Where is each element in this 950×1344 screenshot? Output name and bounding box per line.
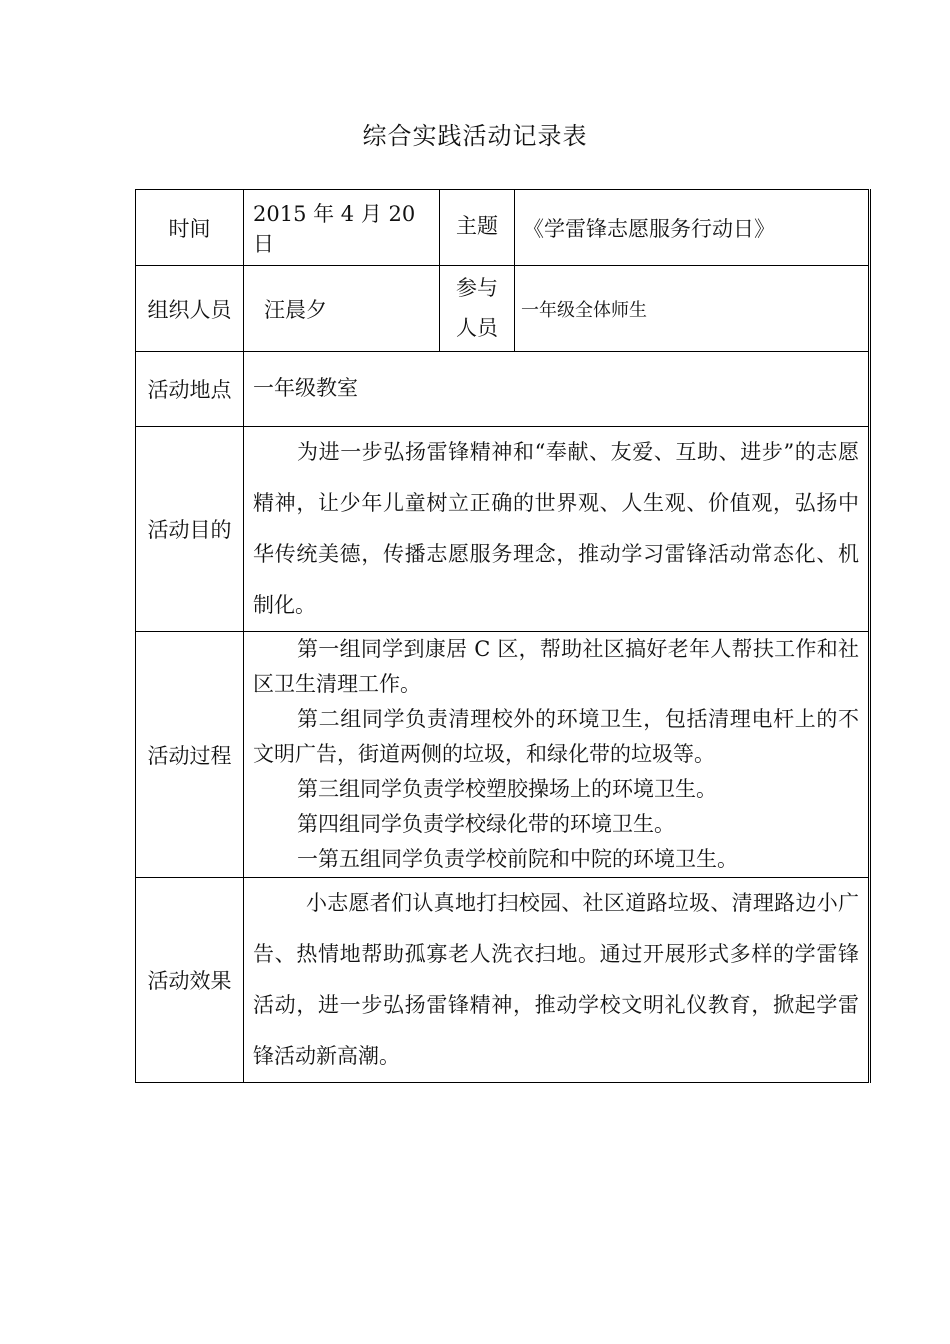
row-organizer-participants <box>136 266 870 352</box>
activity-record-table <box>135 189 871 1083</box>
row-time-theme <box>136 190 870 266</box>
effect-cell <box>244 878 870 1083</box>
process-paragraph: 第三组同学负责学校塑胶操场上的环境卫生。 <box>297 777 717 801</box>
process-cell <box>244 632 870 878</box>
process-paragraph: 第四组同学负责学校绿化带的环境卫生。 <box>297 812 675 836</box>
effect-text: 小志愿者们认真地打扫校园、社区道路垃圾、清理路边小广告、热情地帮助孤寡老人洗衣扫地。通过开展形式多样的学雷锋活动，进一步弘扬雷锋精神，推动学校文明礼仪教育，掀起学雷锋活动新高潮。 <box>253 891 859 1068</box>
time-label: 时间 <box>136 190 244 266</box>
row-process <box>136 632 870 878</box>
effect-label: 活动效果 <box>136 878 244 1083</box>
purpose-text: 为进一步弘扬雷锋精神和“奉献、友爱、互助、进步”的志愿精神，让少年儿童树立正确的世界观、人生观、价值观，弘扬中华传统美德，传播志愿服务理念，推动学习雷锋活动常态化、机制化。 <box>253 440 859 617</box>
purpose-label: 活动目的 <box>136 427 244 632</box>
location-label: 活动地点 <box>136 352 244 427</box>
process-label: 活动过程 <box>136 632 244 878</box>
process-paragraph: 第二组同学负责清理校外的环境卫生，包括清理电杆上的不文明广告，街道两侧的垃圾，和绿化带的垃圾等。 <box>253 707 859 766</box>
participants-label <box>440 266 515 352</box>
row-purpose <box>136 427 870 632</box>
process-paragraph: 一第五组同学负责学校前院和中院的环境卫生。 <box>297 847 738 871</box>
process-paragraph: 第一组同学到康居 C 区，帮助社区搞好老年人帮扶工作和社区卫生清理工作。 <box>253 637 859 696</box>
location-value: 一年级教室 <box>244 352 870 427</box>
participants-value: 一年级全体师生 <box>515 266 870 352</box>
participants-label-line1: 参与 <box>456 276 498 300</box>
theme-label: 主题 <box>440 190 515 266</box>
theme-value: 《学雷锋志愿服务行动日》 <box>515 190 870 266</box>
row-effect <box>136 878 870 1083</box>
organizer-value: 汪晨夕 <box>244 266 440 352</box>
purpose-cell <box>244 427 870 632</box>
participants-label-line2: 人员 <box>456 316 498 340</box>
time-value: 2015 年 4 月 20 日 <box>244 190 440 266</box>
page-title: 综合实践活动记录表 <box>362 122 588 150</box>
organizer-label: 组织人员 <box>136 266 244 352</box>
row-location <box>136 352 870 427</box>
